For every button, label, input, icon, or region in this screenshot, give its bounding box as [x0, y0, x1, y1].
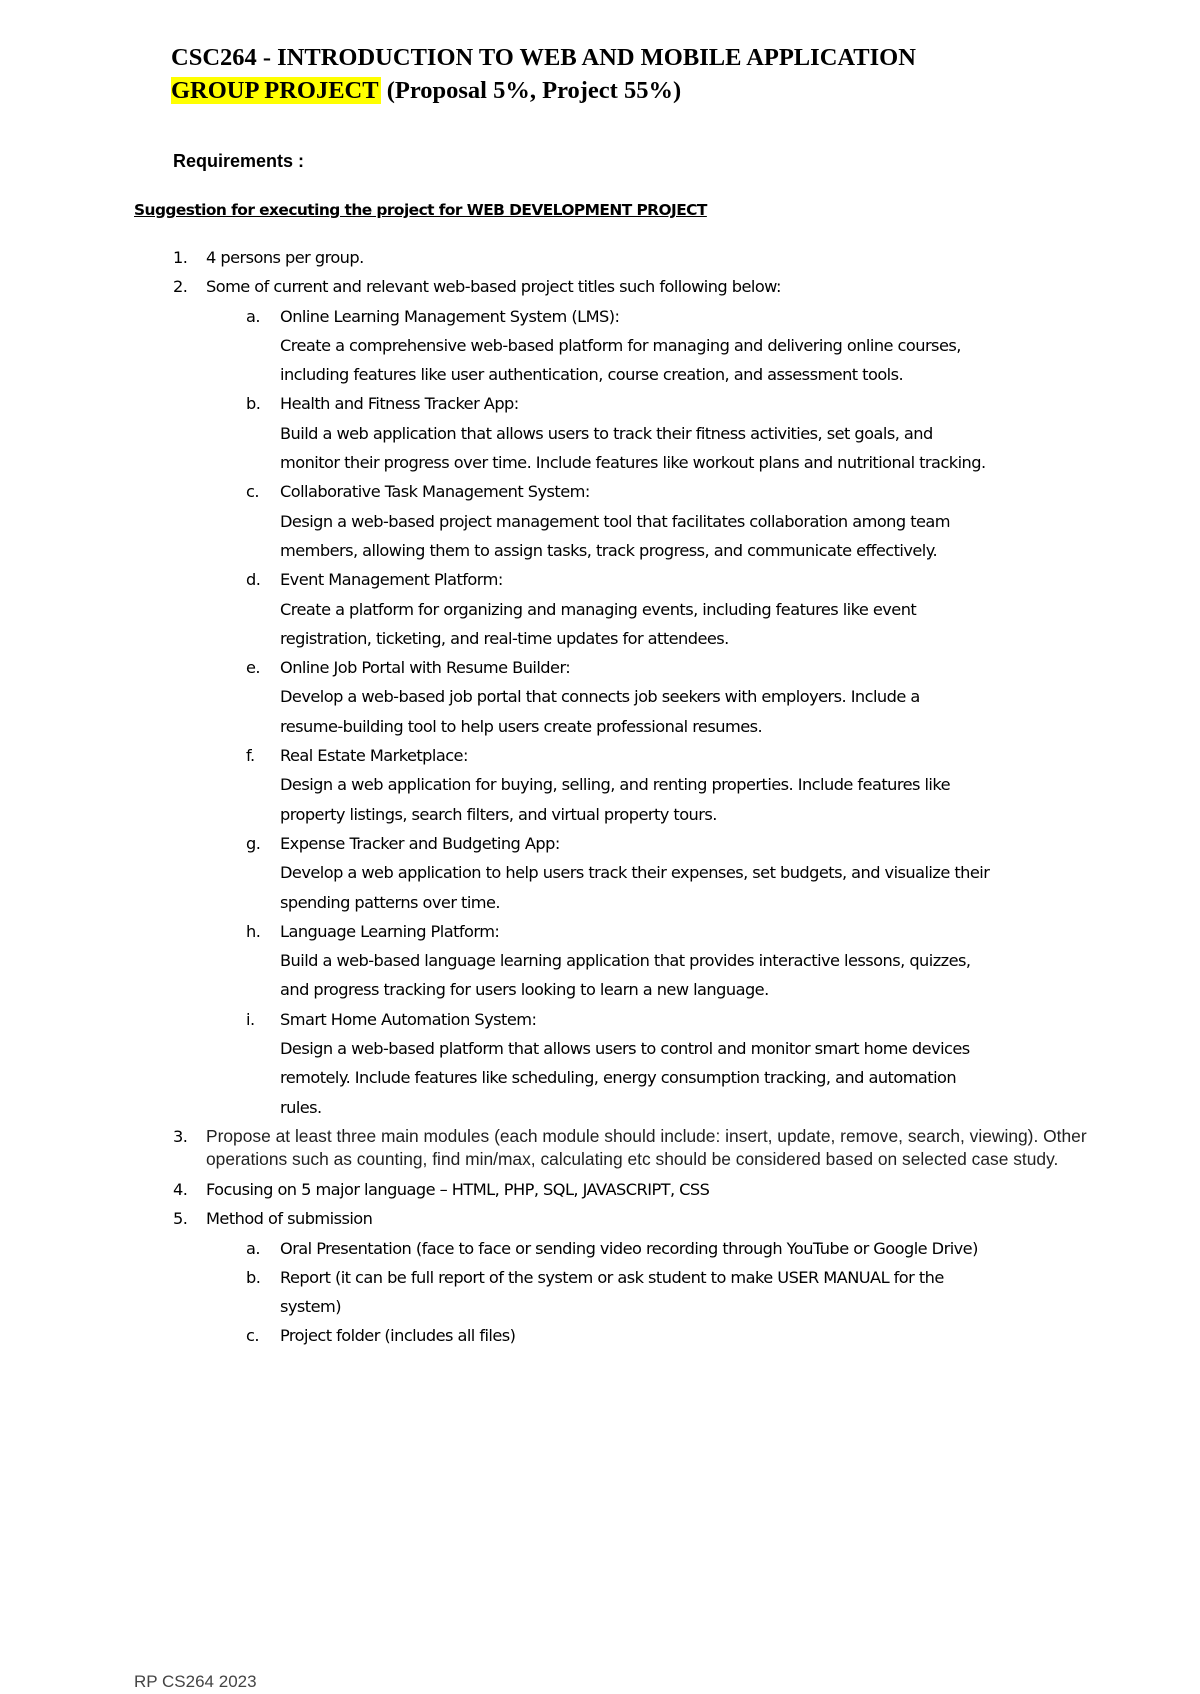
sublist-line: [0, 595, 1200, 624]
project-description-line: members, allowing them to assign tasks, track progress, and communicate effectively.: [280, 540, 938, 560]
project-description-line: property listings, search filters, and virtual property tours.: [280, 804, 717, 824]
list-item-text: 4 persons per group.: [206, 248, 364, 267]
sublist-line: [0, 360, 1200, 389]
sublist-line: [0, 1034, 1200, 1063]
project-title: Real Estate Marketplace:: [280, 746, 468, 766]
highlighted-text: GROUP PROJECT: [171, 77, 379, 104]
sublist-line: [0, 624, 1200, 653]
list-item-text: Propose at least three main modules (each module should include: insert, update, remove, search, viewing). Other operations such as counting, find min/max, calculating etc should be considered based on selected case study.: [206, 1125, 1087, 1170]
list-item-text: Some of current and relevant web-based project titles such following below:: [206, 277, 781, 297]
project-title: Online Learning Management System (LMS):: [280, 306, 620, 326]
sublist-line: [0, 389, 1200, 418]
project-description-line: including features like user authentication, course creation, and assessment tools.: [280, 365, 904, 385]
project-description-line: and progress tracking for users looking to learn a new language.: [280, 980, 769, 1000]
sublist-line: [0, 1263, 1200, 1292]
project-title: Health and Fitness Tracker App:: [280, 394, 519, 414]
sublist-line: [0, 448, 1200, 477]
project-description-line: registration, ticketing, and real-time updates for attendees.: [280, 628, 729, 648]
sublist-letter: e.: [246, 658, 261, 678]
list-number: 4.: [173, 1179, 188, 1199]
project-description-line: spending patterns over time.: [280, 892, 500, 912]
project-title: Collaborative Task Management System:: [280, 482, 590, 502]
project-title: Language Learning Platform:: [280, 921, 500, 941]
sublist-letter: b.: [246, 394, 261, 414]
sublist-letter: b.: [246, 1267, 261, 1287]
project-description-line: Develop a web-based job portal that connects job seekers with employers. Include a: [280, 687, 920, 707]
project-description-line: Build a web-based language learning application that provides interactive lessons, quizzes,: [280, 951, 971, 971]
project-description-line: Create a platform for organizing and managing events, including features like event: [280, 599, 917, 619]
sublist-line: [0, 1292, 1200, 1321]
sublist-line: [0, 477, 1200, 506]
submission-method-text: Report (it can be full report of the system or ask student to make USER MANUAL for the: [280, 1267, 944, 1287]
project-description-line: Design a web-based project management tool that facilitates collaboration among team: [280, 511, 951, 531]
document-subtitle: [171, 76, 681, 106]
list-item: [0, 272, 1200, 301]
list-number: 3.: [173, 1126, 188, 1146]
sublist-line: [0, 1093, 1200, 1122]
list-number: 5.: [173, 1209, 188, 1229]
sublist-line: [0, 829, 1200, 858]
sublist-letter: h.: [246, 921, 261, 941]
sublist-letter: g.: [246, 833, 261, 853]
sublist-letter: c.: [246, 1326, 259, 1346]
project-description-line: Design a web-based platform that allows users to control and monitor smart home devices: [280, 1039, 970, 1059]
sublist-letter: c.: [246, 482, 259, 502]
list-number: 2.: [173, 277, 188, 297]
submission-method-text: system): [280, 1297, 341, 1317]
project-description-line: resume-building tool to help users create professional resumes.: [280, 716, 763, 736]
sublist-line: [0, 507, 1200, 536]
project-title: Expense Tracker and Budgeting App:: [280, 833, 560, 853]
list-item: [0, 1204, 1200, 1233]
sublist-line: [0, 1063, 1200, 1092]
sublist-line: [0, 858, 1200, 887]
sublist-letter: d.: [246, 570, 261, 590]
project-titles-list: [0, 302, 1200, 1122]
project-title: Online Job Portal with Resume Builder:: [280, 658, 571, 678]
document-title: CSC264 - INTRODUCTION TO WEB AND MOBILE APPLICATION: [171, 44, 916, 71]
project-title: Smart Home Automation System:: [280, 1009, 537, 1029]
list-item-text: Method of submission: [206, 1209, 373, 1229]
sublist-line: [0, 741, 1200, 770]
suggestion-heading: Suggestion for executing the project for WEB DEVELOPMENT PROJECT: [134, 201, 707, 219]
sublist-line: [0, 419, 1200, 448]
sublist-line: [0, 565, 1200, 594]
sublist-line: [0, 536, 1200, 565]
project-description-line: rules.: [280, 1097, 322, 1117]
subtitle-rest: (Proposal 5%, Project 55%): [380, 77, 682, 104]
sublist-letter: a.: [246, 306, 260, 326]
sublist-line: [0, 888, 1200, 917]
list-number: 1.: [173, 248, 188, 267]
sublist-line: [0, 1005, 1200, 1034]
sublist-letter: f.: [246, 746, 255, 766]
sublist-line: [0, 946, 1200, 975]
page-footer: RP CS264 2023: [134, 1672, 257, 1691]
submission-methods-list: [0, 1234, 1200, 1351]
list-item: [0, 1175, 1200, 1204]
sublist-line: [0, 917, 1200, 946]
submission-method-text: Oral Presentation (face to face or sending video recording through YouTube or Google Drive): [280, 1238, 978, 1258]
requirements-list: [0, 243, 1200, 1351]
sublist-line: [0, 1321, 1200, 1350]
project-description-line: Design a web application for buying, selling, and renting properties. Include features like: [280, 775, 951, 795]
sublist-line: [0, 800, 1200, 829]
sublist-line: [0, 653, 1200, 682]
list-item: [0, 243, 1200, 272]
list-item-text: Focusing on 5 major language – HTML, PHP, SQL, JAVASCRIPT, CSS: [206, 1179, 710, 1199]
submission-method-text: Project folder (includes all files): [280, 1326, 516, 1346]
sublist-line: [0, 712, 1200, 741]
project-description-line: Create a comprehensive web-based platform for managing and delivering online courses,: [280, 335, 961, 355]
sublist-line: [0, 302, 1200, 331]
project-description-line: Develop a web application to help users track their expenses, set budgets, and visualize their: [280, 863, 990, 883]
project-description-line: Build a web application that allows users to track their fitness activities, set goals, and: [280, 423, 933, 443]
requirements-label: Requirements :: [173, 151, 305, 171]
sublist-line: [0, 331, 1200, 360]
sublist-line: [0, 975, 1200, 1004]
sublist-letter: i.: [246, 1009, 255, 1029]
project-description-line: remotely. Include features like scheduling, energy consumption tracking, and automation: [280, 1068, 957, 1088]
project-title: Event Management Platform:: [280, 570, 503, 590]
sublist-line: [0, 1234, 1200, 1263]
sublist-letter: a.: [246, 1238, 260, 1258]
sublist-line: [0, 770, 1200, 799]
sublist-line: [0, 682, 1200, 711]
list-item: [0, 1122, 1200, 1175]
project-description-line: monitor their progress over time. Include features like workout plans and nutritional tracking.: [280, 453, 986, 473]
